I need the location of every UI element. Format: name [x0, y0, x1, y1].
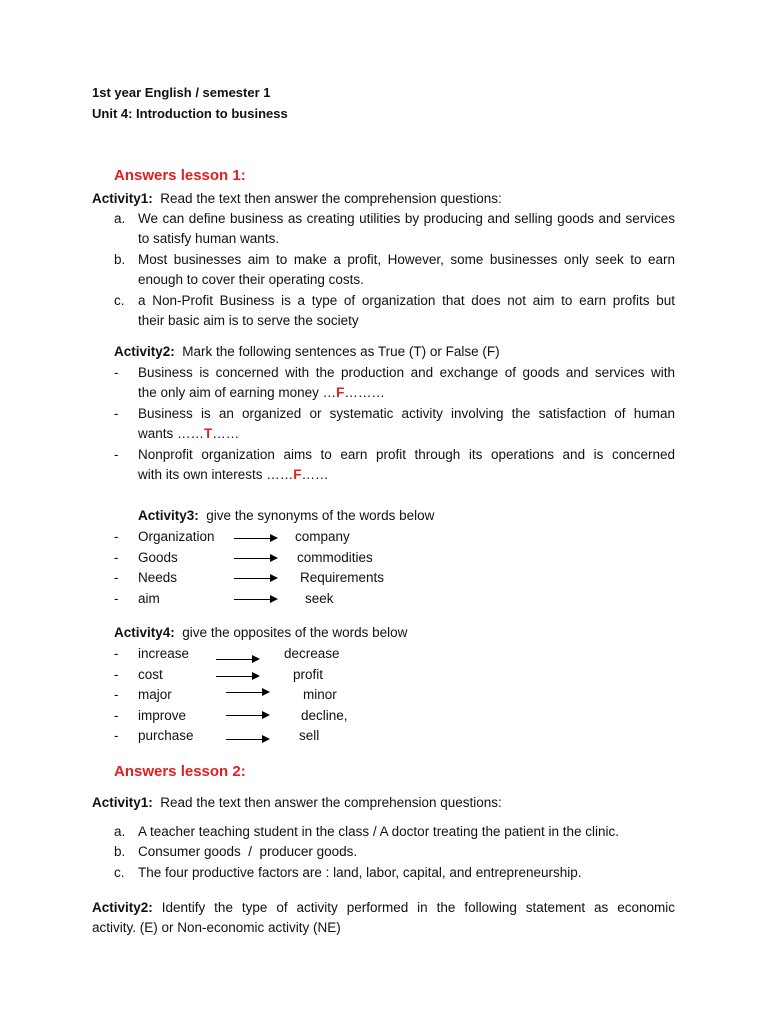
list-marker: - — [114, 728, 119, 743]
list-item-line: The four productive factors are : land, labor, capital, and entrepreneurship. — [138, 865, 582, 880]
list-item-line: Consumer goods / producer goods. — [138, 844, 358, 859]
statement-dots: ……… — [344, 385, 385, 400]
opposite-answer: decline, — [301, 708, 348, 723]
lesson1-activity3-title — [138, 506, 434, 526]
list-item-line: Business is an organized or systematic activity involving the satisfaction of human — [138, 406, 675, 421]
list-marker: - — [114, 687, 119, 702]
list-marker: - — [114, 406, 119, 421]
list-marker: - — [114, 550, 119, 565]
arrow-right-icon — [216, 676, 258, 677]
list-marker: - — [114, 447, 119, 462]
list-marker: b. — [114, 844, 126, 859]
activity-instruction: Identify the type of activity performed in the following statement as economic — [161, 900, 675, 915]
opposite-answer: minor — [303, 687, 337, 702]
arrow-right-icon — [226, 715, 268, 716]
lesson2-heading: Answers lesson 2: — [114, 763, 246, 780]
arrow-right-icon — [234, 578, 276, 579]
unit-title: Unit 4: Introduction to business — [92, 106, 288, 121]
list-item-line: We can define business as creating utilities by producing and selling goods and services — [138, 211, 675, 226]
list-item-line: a Non-Profit Business is a type of organization that does not aim to earn profits but — [138, 293, 675, 308]
statement-text: with its own interests …… — [138, 467, 294, 482]
synonym-word: aim — [138, 591, 160, 606]
list-item-line — [138, 424, 239, 444]
arrow-right-icon — [226, 739, 268, 740]
list-marker: - — [114, 591, 119, 606]
synonym-word: Organization — [138, 529, 215, 544]
list-marker: c. — [114, 293, 125, 308]
list-item-line: Nonprofit organization aims to earn profit through its operations and is concerned — [138, 447, 675, 462]
arrow-right-icon — [226, 692, 268, 693]
activity-label: Activity1: — [92, 795, 153, 810]
synonym-answer: commodities — [297, 550, 373, 565]
list-marker: - — [114, 529, 119, 544]
opposite-answer: decrease — [284, 646, 340, 661]
answer-mark: F — [293, 467, 302, 482]
list-marker: b. — [114, 252, 126, 267]
arrow-right-icon — [234, 599, 276, 600]
activity-label: Activity1: — [92, 191, 153, 206]
activity-instruction: give the synonyms of the words below — [206, 508, 435, 523]
list-item-line: to satisfy human wants. — [138, 231, 280, 246]
synonym-answer: seek — [305, 591, 334, 606]
synonym-word: Goods — [138, 550, 178, 565]
arrow-right-icon — [234, 538, 276, 539]
lesson1-activity2-title — [114, 342, 500, 362]
opposite-word: major — [138, 687, 172, 702]
activity-instruction: Read the text then answer the comprehension questions: — [160, 191, 502, 206]
opposite-answer: sell — [299, 728, 320, 743]
activity-label: Activity2: — [92, 900, 153, 915]
arrow-right-icon — [234, 558, 276, 559]
statement-dots: …… — [301, 467, 329, 482]
synonym-answer: Requirements — [300, 570, 385, 585]
list-marker: - — [114, 570, 119, 585]
lesson1-activity1-title — [92, 189, 502, 209]
activity-instruction: Mark the following sentences as True (T) or False (F) — [182, 344, 500, 359]
statement-dots: …… — [212, 426, 240, 441]
list-item-line — [138, 465, 329, 485]
activity-instruction: give the opposites of the words below — [182, 625, 408, 640]
lesson1-activity4-title — [114, 623, 407, 643]
list-item-line: Most businesses aim to make a profit, However, some businesses only seek to earn — [138, 252, 675, 267]
lesson2-activity2-line — [92, 898, 675, 918]
opposite-word: purchase — [138, 728, 194, 743]
lesson2-activity2-line: activity. (E) or Non-economic activity (NE) — [92, 920, 341, 935]
list-item-line: their basic aim is to serve the society — [138, 313, 359, 328]
synonym-word: Needs — [138, 570, 178, 585]
list-marker: - — [114, 365, 119, 380]
list-marker: a. — [114, 211, 126, 226]
answer-mark: F — [336, 385, 345, 400]
course-title: 1st year English / semester 1 — [92, 85, 271, 100]
answer-mark: T — [204, 426, 213, 441]
opposite-word: improve — [138, 708, 187, 723]
list-marker: - — [114, 708, 119, 723]
list-item-line: enough to cover their operating costs. — [138, 272, 364, 287]
opposite-word: increase — [138, 646, 190, 661]
opposite-answer: profit — [293, 667, 324, 682]
list-marker: c. — [114, 865, 125, 880]
lesson2-activity1-title — [92, 793, 502, 813]
activity-instruction: Read the text then answer the comprehension questions: — [160, 795, 502, 810]
activity-label: Activity3: — [138, 508, 199, 523]
arrow-right-icon — [216, 659, 258, 660]
list-marker: a. — [114, 824, 126, 839]
statement-text: the only aim of earning money … — [138, 385, 337, 400]
opposite-word: cost — [138, 667, 163, 682]
list-item-line — [138, 383, 385, 403]
list-marker: - — [114, 646, 119, 661]
activity-label: Activity4: — [114, 625, 175, 640]
list-item-line: Business is concerned with the production and exchange of goods and services with — [138, 365, 675, 380]
list-marker: - — [114, 667, 119, 682]
lesson1-heading: Answers lesson 1: — [114, 167, 246, 184]
activity-label: Activity2: — [114, 344, 175, 359]
synonym-answer: company — [295, 529, 350, 544]
statement-text: wants …… — [138, 426, 205, 441]
list-item-line: A teacher teaching student in the class / A doctor treating the patient in the clinic. — [138, 824, 620, 839]
